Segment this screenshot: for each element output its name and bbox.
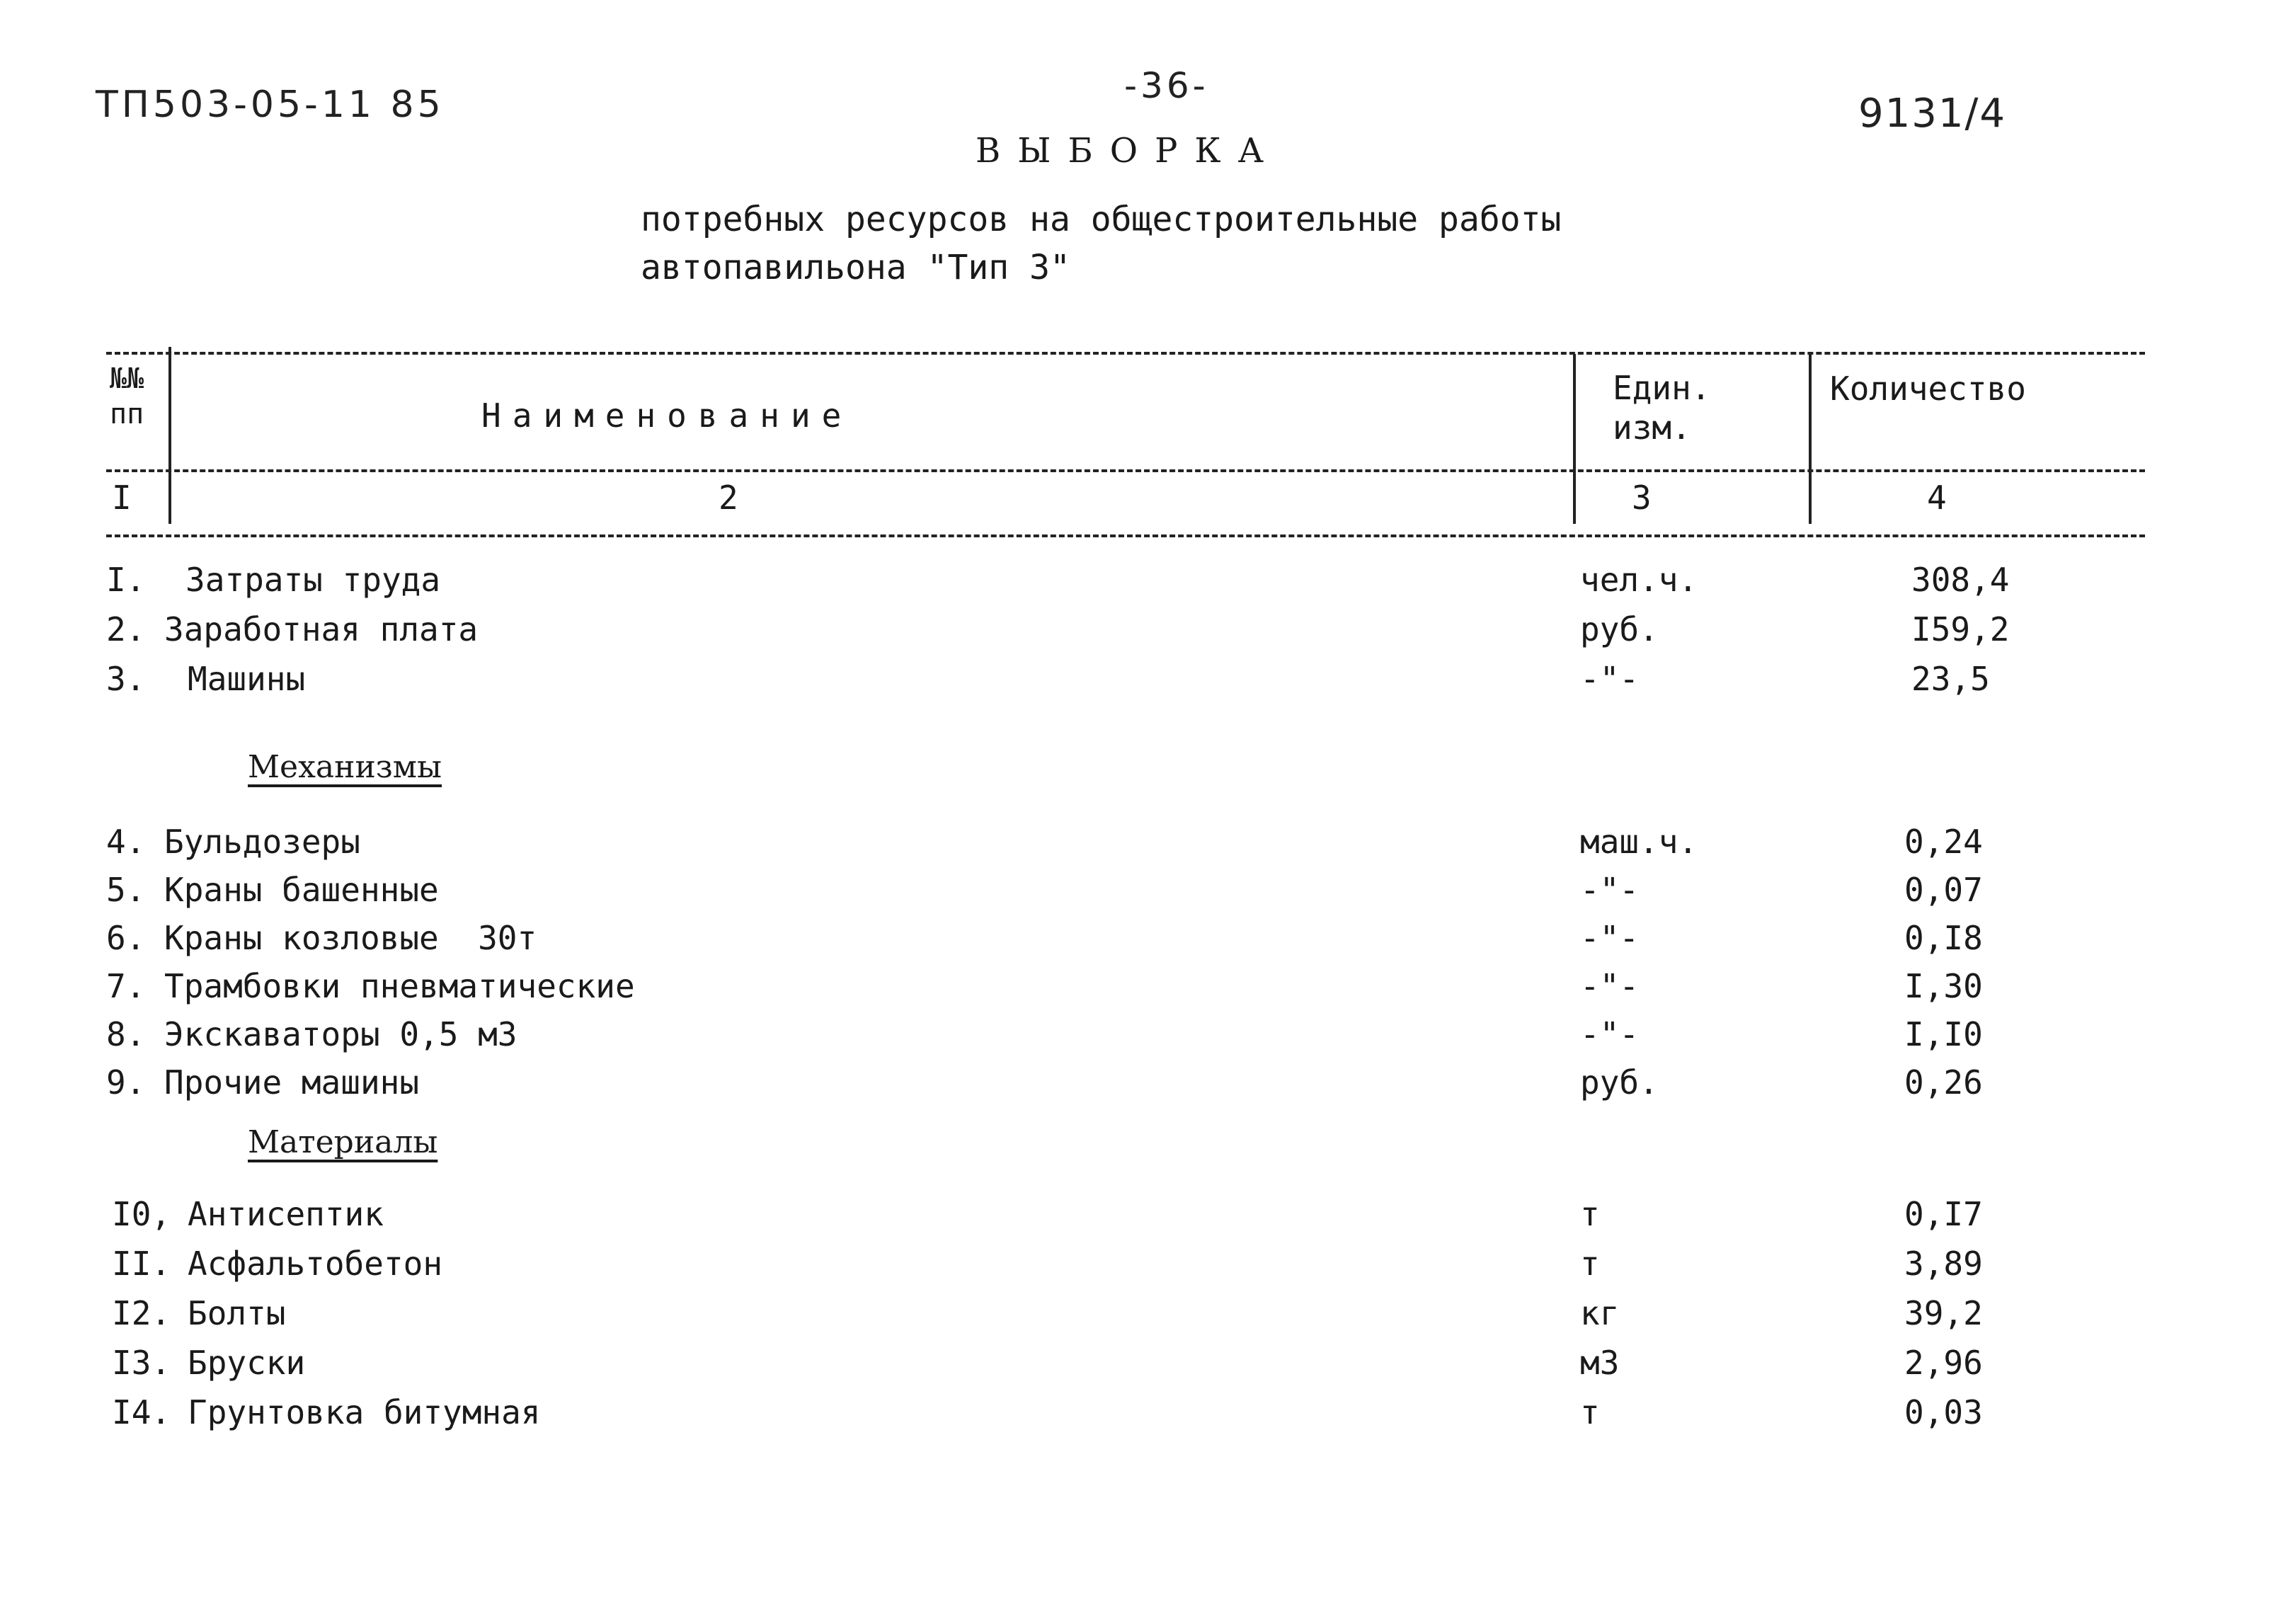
row-number: 9.	[106, 1063, 146, 1102]
row-unit: -"-	[1580, 660, 1640, 698]
row-unit: кг	[1580, 1294, 1620, 1332]
table-row	[0, 1344, 2288, 1393]
sheet-code: 9131/4	[1858, 91, 2007, 137]
row-name: Антисептик	[188, 1195, 384, 1233]
row-number: 6.	[106, 919, 146, 957]
table-row	[0, 1015, 2288, 1065]
row-name: Бульдозеры	[164, 823, 360, 861]
row-number: 5.	[106, 871, 146, 909]
row-quantity: 0,I8	[1904, 919, 1983, 957]
col-header-quantity: Количество	[1830, 370, 2026, 408]
row-number: II.	[112, 1245, 171, 1283]
row-number: I.	[106, 561, 146, 599]
row-number: 7.	[106, 967, 146, 1005]
row-unit: т	[1580, 1245, 1600, 1283]
col-number-1: I	[112, 479, 132, 517]
col-number-3: 3	[1632, 479, 1652, 517]
row-name: Затраты труда	[185, 561, 441, 599]
row-unit: -"-	[1580, 919, 1640, 957]
row-unit: -"-	[1580, 871, 1640, 909]
row-number: I3.	[112, 1344, 171, 1382]
row-unit: маш.ч.	[1580, 823, 1698, 861]
row-quantity: 0,07	[1904, 871, 1983, 909]
document-title: ВЫБОРКА	[976, 131, 1281, 171]
row-unit: -"-	[1580, 1015, 1640, 1053]
row-unit: -"-	[1580, 967, 1640, 1005]
subtitle-line-1: потребных ресурсов на общестроительные работы	[641, 200, 1562, 239]
row-name: Краны козловые 30т	[164, 919, 537, 957]
row-unit: т	[1580, 1195, 1600, 1233]
row-unit: т	[1580, 1393, 1600, 1431]
row-name: Прочие машины	[164, 1063, 420, 1102]
table-row	[0, 871, 2288, 920]
row-quantity: 2,96	[1904, 1344, 1983, 1382]
row-name: Трамбовки пневматические	[164, 967, 635, 1005]
row-number: I0,	[112, 1195, 171, 1233]
row-name: Асфальтобетон	[188, 1245, 443, 1283]
row-quantity: 23,5	[1911, 660, 1990, 698]
subtitle-line-2: автопавильона "Тип 3"	[641, 248, 1070, 287]
row-name: Краны башенные	[164, 871, 439, 909]
section-heading-materials: Материалы	[248, 1124, 438, 1160]
table-row	[0, 660, 2288, 709]
row-quantity: 0,I7	[1904, 1195, 1983, 1233]
row-quantity: 0,03	[1904, 1393, 1983, 1431]
col-header-number: №№ пп	[110, 362, 144, 430]
row-quantity: I,30	[1904, 967, 1983, 1005]
col-divider-3	[1809, 354, 1812, 524]
row-unit: руб.	[1580, 1063, 1659, 1102]
col-divider-1	[168, 347, 171, 524]
row-unit: чел.ч.	[1580, 561, 1698, 599]
page-number: -36-	[1124, 65, 1209, 106]
table-row	[0, 1245, 2288, 1294]
row-quantity: 39,2	[1904, 1294, 1983, 1332]
document-code: ТП503-05-11 85	[96, 84, 445, 126]
col-header-name: Наименование	[481, 396, 853, 435]
table-row	[0, 1063, 2288, 1113]
table-row	[0, 610, 2288, 660]
section-heading-mechanisms: Механизмы	[248, 749, 442, 785]
row-quantity: 0,24	[1904, 823, 1983, 861]
row-number: 8.	[106, 1015, 146, 1053]
table-row	[0, 967, 2288, 1017]
row-unit: руб.	[1580, 610, 1659, 648]
row-quantity: 0,26	[1904, 1063, 1983, 1102]
row-quantity: I59,2	[1911, 610, 2010, 648]
table-row	[0, 1294, 2288, 1344]
row-number: I4.	[112, 1393, 171, 1431]
row-name: Экскаваторы 0,5 м3	[164, 1015, 517, 1053]
table-row	[0, 823, 2288, 872]
row-quantity: 3,89	[1904, 1245, 1983, 1283]
row-number: 2.	[106, 610, 146, 648]
row-name: Бруски	[188, 1344, 306, 1382]
col-header-unit: Един. изм.	[1613, 369, 1711, 447]
row-quantity: 308,4	[1911, 561, 2010, 599]
row-unit: м3	[1580, 1344, 1620, 1382]
col-number-2: 2	[719, 479, 738, 517]
row-name: Машины	[188, 660, 306, 698]
table-header-rule	[106, 469, 2145, 472]
row-number: 4.	[106, 823, 146, 861]
row-name: Грунтовка битумная	[188, 1393, 541, 1431]
row-quantity: I,I0	[1904, 1015, 1983, 1053]
col-divider-2	[1573, 354, 1576, 524]
row-name: Заработная плата	[164, 610, 479, 648]
table-top-rule	[106, 352, 2145, 355]
table-row	[0, 1393, 2288, 1443]
table-row	[0, 561, 2288, 610]
col-number-4: 4	[1927, 479, 1947, 517]
table-row	[0, 919, 2288, 968]
row-name: Болты	[188, 1294, 286, 1332]
row-number: 3.	[106, 660, 146, 698]
row-number: I2.	[112, 1294, 171, 1332]
table-row	[0, 1195, 2288, 1245]
table-numbers-rule	[106, 534, 2145, 537]
